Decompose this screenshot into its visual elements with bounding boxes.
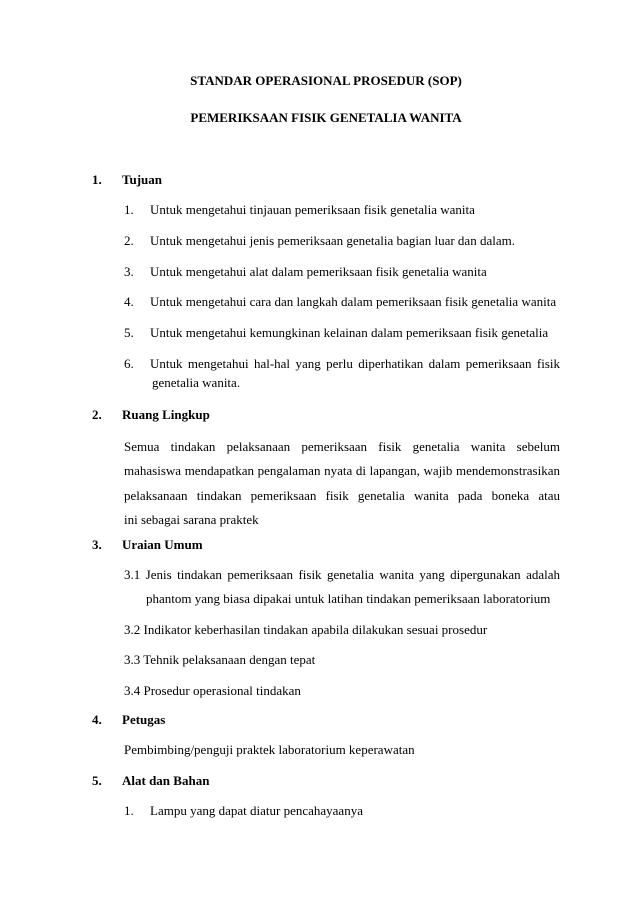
document-subtitle: PEMERIKSAAN FISIK GENETALIA WANITA bbox=[190, 110, 462, 125]
paragraph-petugas: Pembimbing/penguji praktek laboratorium keperawatan bbox=[124, 742, 415, 757]
paragraph-line: Semua tindakan pelaksanaan pemeriksaan fisik genetalia wanita sebelum bbox=[124, 439, 560, 454]
list-item-text: Untuk mengetahui alat dalam pemeriksaan fisik genetalia wanita bbox=[150, 264, 487, 279]
subitem-3-3: 3.3 Tehnik pelaksanaan dengan tepat bbox=[124, 652, 316, 667]
list-item-text: Untuk mengetahui hal-hal yang perlu diperhatikan dalam pemeriksaan fisik bbox=[150, 356, 560, 371]
list-item-number: 2. bbox=[124, 233, 134, 248]
section-title: Alat dan Bahan bbox=[122, 773, 210, 788]
list-item-text: Untuk mengetahui cara dan langkah dalam pemeriksaan fisik genetalia wanita bbox=[150, 294, 557, 309]
section-heading-tujuan bbox=[92, 172, 162, 188]
list-item-number: 3. bbox=[124, 264, 134, 279]
list-item-number: 1. bbox=[124, 803, 134, 818]
section-number: 2. bbox=[92, 407, 102, 422]
list-item-text: Untuk mengetahui tinjauan pemeriksaan fisik genetalia wanita bbox=[150, 202, 475, 217]
section-heading-alat-dan-bahan bbox=[92, 773, 209, 789]
subitem-3-4: 3.4 Prosedur operasional tindakan bbox=[124, 683, 301, 698]
section-heading-petugas bbox=[92, 712, 165, 728]
list-item-number: 5. bbox=[124, 325, 134, 340]
document-title: STANDAR OPERASIONAL PROSEDUR (SOP) bbox=[190, 73, 462, 88]
section-number: 1. bbox=[92, 172, 102, 187]
list-item-text: Lampu yang dapat diatur pencahayaanya bbox=[150, 803, 363, 818]
section-title: Petugas bbox=[122, 712, 166, 727]
paragraph-line: mahasiswa mendapatkan pengalaman nyata di lapangan, wajib mendemonstrasikan bbox=[124, 463, 560, 479]
paragraph-line: ini sebagai sarana praktek bbox=[124, 511, 259, 527]
section-title: Ruang Lingkup bbox=[122, 407, 210, 422]
list-item-number: 6. bbox=[124, 356, 134, 371]
section-number: 3. bbox=[92, 537, 102, 552]
subitem-3-1-continuation: phantom yang biasa dipakai untuk latihan tindakan pemeriksaan laboratorium bbox=[146, 591, 551, 606]
paragraph-line: pelaksanaan tindakan pemeriksaan fisik genetalia wanita pada boneka atau bbox=[124, 487, 560, 503]
section-number: 4. bbox=[92, 712, 102, 727]
list-item-number: 4. bbox=[124, 294, 134, 309]
list-item-number: 1. bbox=[124, 202, 134, 217]
section-number: 5. bbox=[92, 773, 102, 788]
list-item-text: genetalia wanita. bbox=[152, 375, 241, 390]
section-title: Tujuan bbox=[122, 172, 162, 187]
list-item-text: Untuk mengetahui jenis pemeriksaan genetalia bagian luar dan dalam. bbox=[150, 233, 515, 248]
list-item-text: Untuk mengetahui kemungkinan kelainan dalam pemeriksaan fisik genetalia bbox=[150, 325, 549, 340]
subitem-3-1: 3.1 Jenis tindakan pemeriksaan fisik genetalia wanita yang dipergunakan adalah bbox=[124, 567, 560, 582]
section-heading-uraian-umum bbox=[92, 537, 203, 553]
section-heading-ruang-lingkup bbox=[92, 407, 210, 423]
section-title: Uraian Umum bbox=[122, 537, 203, 552]
subitem-3-2: 3.2 Indikator keberhasilan tindakan apabila dilakukan sesuai prosedur bbox=[124, 622, 488, 637]
paragraph-ruang-lingkup bbox=[124, 435, 560, 532]
